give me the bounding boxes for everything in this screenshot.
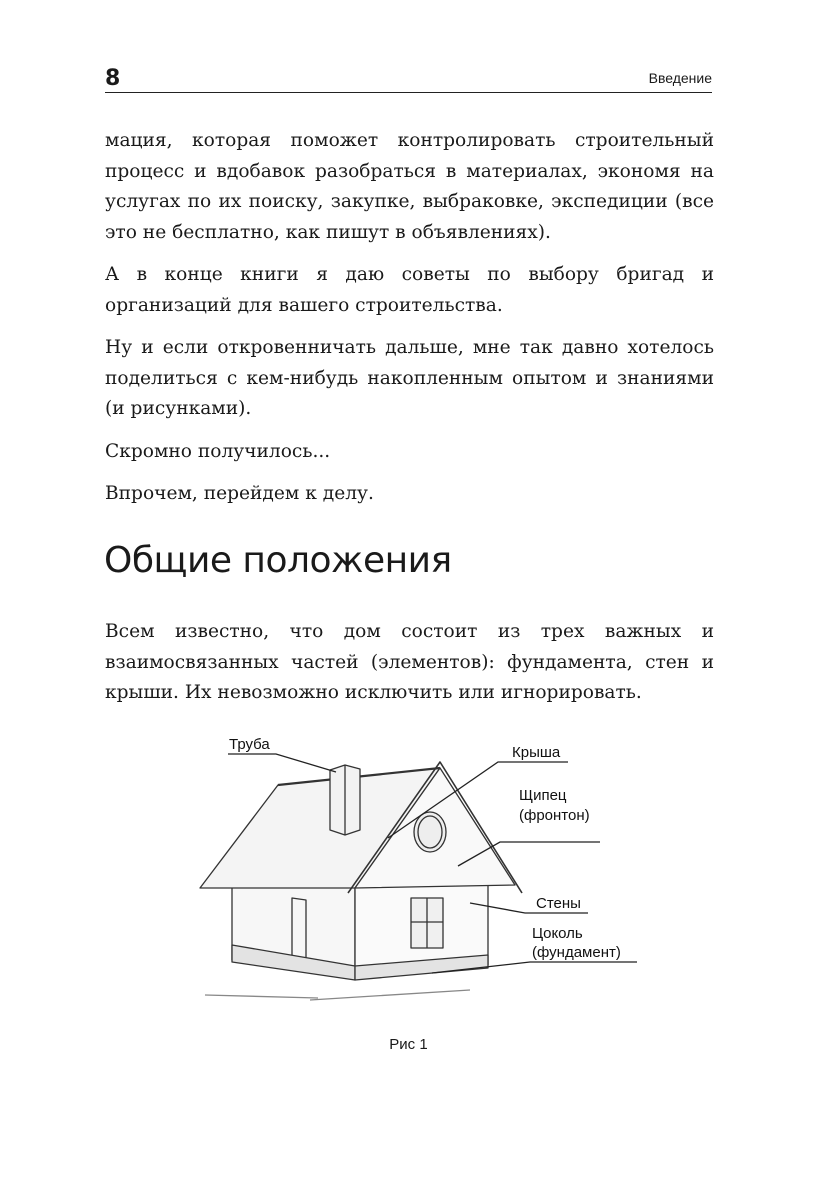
label-gable-alt: (фронтон) <box>519 807 590 824</box>
page-number: 8 <box>105 66 121 91</box>
section-heading: Общие положения <box>104 540 452 581</box>
label-chimney: Труба <box>229 736 270 753</box>
label-plinth-alt: (фундамент) <box>532 944 621 961</box>
label-gable: Щипец <box>519 787 567 804</box>
page-header <box>105 62 712 93</box>
paragraph: Впрочем, перейдем к делу. <box>105 483 374 504</box>
paragraph: Ну и если откровенничать дальше, мне так давно хотелось поделиться с кем-нибудь накопленным опытом и знаниями (и рисунками). <box>105 337 714 419</box>
section-text <box>105 617 714 709</box>
paragraph: мация, которая поможет контролировать строительный процесс и вдобавок разобраться в материалах, экономя на услугах по их поиску, закупке, выбраковке, экспедиции (все это не бесплатно, как пишут в объявлениях). <box>105 130 714 243</box>
paragraph: Скромно получилось... <box>105 440 331 462</box>
intro-text <box>105 126 714 522</box>
running-head: Введение <box>648 70 712 86</box>
figure-labels <box>229 736 621 961</box>
paragraph: А в конце книги я даю советы по выбору бригад и организаций для вашего строительства. <box>105 264 714 316</box>
label-roof: Крыша <box>512 744 561 761</box>
paragraph: Всем известно, что дом состоит из трех важных и взаимосвязанных частей (элементов): фундамента, стен и крыши. Их невозможно исключить или игнорировать. <box>105 621 714 703</box>
figure-caption: Рис 1 <box>389 1036 428 1053</box>
label-walls: Стены <box>536 895 581 912</box>
leader-lines <box>228 754 637 973</box>
house-drawing <box>200 762 522 1000</box>
label-plinth: Цоколь <box>532 925 583 942</box>
